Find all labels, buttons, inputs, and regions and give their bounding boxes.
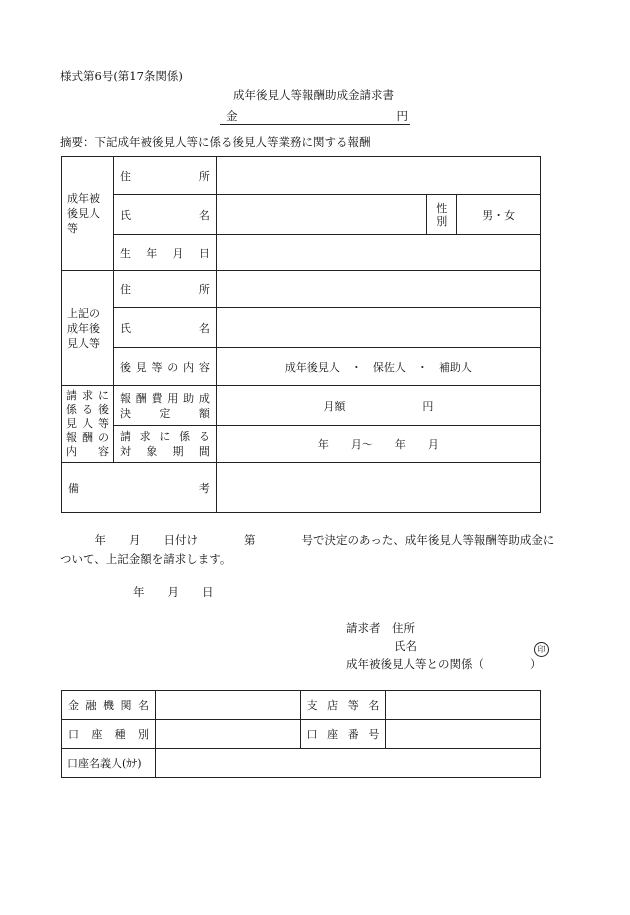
ward-dob-label: 生 年 月 日 [113, 235, 216, 271]
remarks-label: 備 考 [62, 463, 217, 513]
account-type-field[interactable] [155, 720, 300, 749]
ward-name-field[interactable] [216, 195, 426, 235]
ward-dob-field[interactable] [216, 235, 540, 271]
guardian-name-label: 氏 名 [113, 308, 216, 348]
guardian-label-2: 成年後 [67, 321, 100, 335]
claim-date: 年 月 日 [133, 585, 214, 599]
form-title: 成年後見人等報酬助成金請求書 [233, 88, 394, 102]
ward-label-1: 成年被 [67, 192, 100, 205]
claim-label-2: 係 る 後 [66, 403, 109, 416]
ward-sex-value[interactable]: 男・女 [457, 195, 541, 235]
claim-label-4: 報 酬 の [66, 431, 109, 444]
amount-suffix: 円 [396, 109, 408, 123]
claimant-relation: 成年被後見人等との関係（ ） [346, 657, 542, 671]
account-number-field[interactable] [386, 720, 541, 749]
branch-field[interactable] [386, 691, 541, 720]
account-holder-label: 口座名義人(ｶﾅ) [62, 749, 156, 778]
ward-address-label: 住 所 [113, 157, 216, 195]
amount-line [220, 108, 410, 125]
period-label: 請 求 に 係 る 対 象 期 間 [113, 426, 216, 463]
decided-amount-label: 報 酬 費 用 助 成 決 定 額 [113, 386, 216, 426]
seal-mark [534, 637, 549, 657]
ward-sex-label: 性 別 [427, 195, 457, 235]
guardian-label-3: 見人等 [67, 336, 100, 350]
branch-label: 支 店 等 名 [300, 691, 386, 720]
period-value[interactable]: 年 月〜 年 月 [216, 426, 540, 463]
seal-icon: 印 [534, 642, 549, 657]
remarks-field[interactable] [216, 463, 540, 513]
statement-line-1: 年 月 日付け 第 号で決定のあった、成年後見人等報酬等助成金に [60, 533, 555, 547]
claim-label-1: 請 求 に [66, 389, 109, 402]
claim-label-3: 見 人 等 [66, 417, 109, 430]
account-type-label: 口 座 種 別 [62, 720, 156, 749]
ward-address-field[interactable] [216, 157, 540, 195]
bank-name-field[interactable] [155, 691, 300, 720]
guardian-address-field[interactable] [216, 271, 540, 308]
ward-label-3: 等 [67, 222, 78, 235]
ward-section-label [62, 157, 114, 271]
account-number-label: 口 座 番 号 [300, 720, 386, 749]
summary: 摘要：下記成年被後見人等に係る後見人等業務に関する報酬 [60, 135, 371, 149]
guardian-content-label: 後 見 等 の 内 容 [113, 348, 216, 386]
bank-name-label: 金 融 機 関 名 [62, 691, 156, 720]
claim-label-5: 内 容 [66, 445, 109, 458]
decided-amount-value[interactable]: 月額 円 [216, 386, 540, 426]
guardian-label-1: 上記の [67, 306, 100, 320]
guardian-name-field[interactable] [216, 308, 540, 348]
ward-name-label: 氏 名 [113, 195, 216, 235]
guardian-address-label: 住 所 [113, 271, 216, 308]
form-number: 様式第6号(第17条関係) [60, 69, 183, 83]
statement-line-2: ついて、上記金額を請求します。 [60, 552, 232, 566]
bank-table [61, 690, 541, 778]
guardian-content-value[interactable]: 成年後見人 ・ 保佐人 ・ 補助人 [216, 348, 540, 386]
amount-prefix: 金 [226, 109, 238, 123]
main-table [61, 156, 541, 513]
claimant-address: 請求者 住所 [346, 621, 415, 635]
account-holder-field[interactable] [155, 749, 540, 778]
ward-label-2: 後見人 [67, 207, 100, 220]
claimant-name: 氏名 [394, 639, 417, 653]
guardian-section-label [62, 271, 114, 386]
claim-section-label [62, 386, 114, 463]
